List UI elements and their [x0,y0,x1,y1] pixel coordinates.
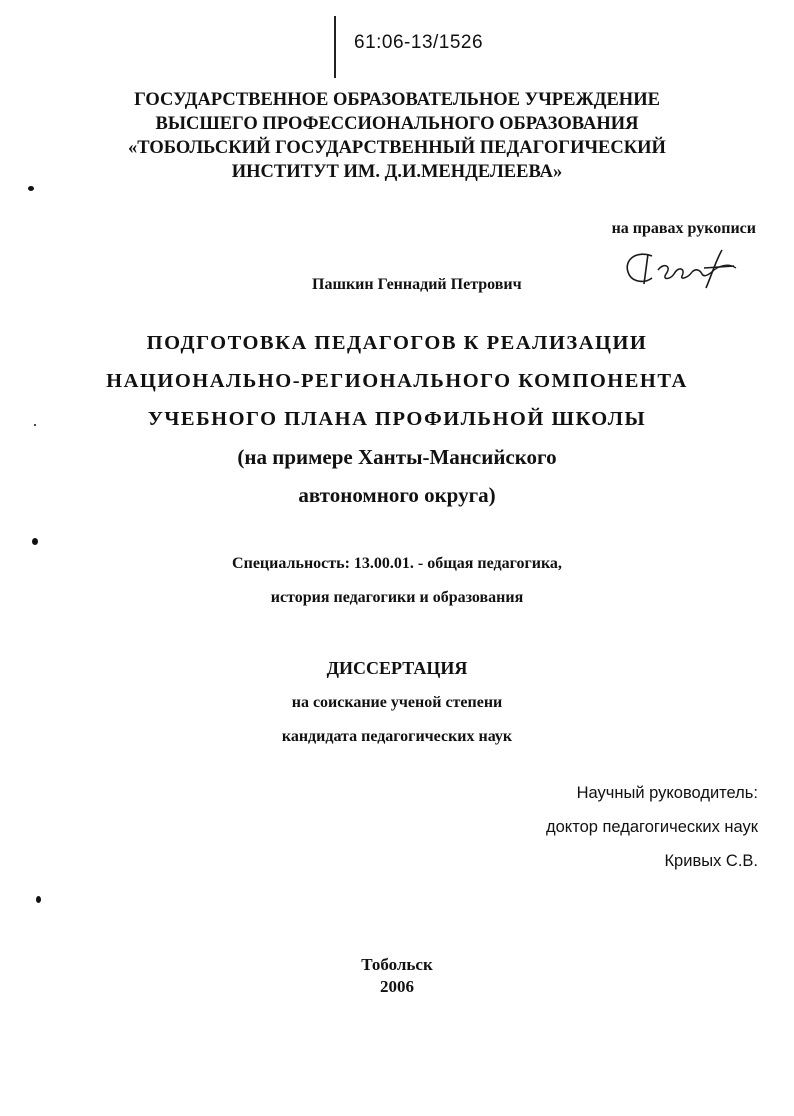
city: Тобольск [361,955,433,974]
archive-code: 61:06-13/1526 [354,32,484,53]
specialty-block [0,547,794,615]
rights-note: на правах рукописи [611,220,756,237]
institution-line: ВЫСШЕГО ПРОФЕССИОНАЛЬНОГО ОБРАЗОВАНИЯ [155,114,639,134]
title-line: УЧЕБНОГО ПЛАНА ПРОФИЛЬНОЙ ШКОЛЫ [147,408,647,430]
author-name: Пашкин Геннадий Петрович [312,276,522,293]
degree-line: на соискание ученой степени [291,694,503,711]
scan-mark [32,538,38,545]
scan-mark [28,186,34,191]
supervisor-degree: доктор педагогических наук [545,818,758,836]
title-line: (на примере Ханты-Мансийского [237,445,557,469]
institution-line: «ТОБОЛЬСКИЙ ГОСУДАРСТВЕННЫЙ ПЕДАГОГИЧЕСКИЙ [128,138,666,158]
institution-header [0,88,794,184]
supervisor-name: Кривых С.В. [664,852,758,870]
dissertation-title: ДИССЕРТАЦИЯ [326,658,468,678]
signature-icon [618,244,748,296]
specialty-line: Специальность: 13.00.01. - общая педагогика, [232,555,562,572]
specialty-line: история педагогики и образования [270,589,524,606]
dissertation-degree [0,686,794,754]
supervisor-label: Научный руководитель: [576,784,758,802]
city-year [0,954,794,998]
scan-mark [36,896,41,903]
stamp-bar [334,16,336,78]
supervisor-block [546,776,758,878]
year: 2006 [380,977,414,996]
degree-line: кандидата педагогических наук [281,728,513,745]
title-line: автономного округа) [298,483,496,507]
scan-mark [34,424,36,426]
title-line: НАЦИОНАЛЬНО-РЕГИОНАЛЬНОГО КОМПОНЕНТА [106,370,688,392]
thesis-title [0,324,794,514]
institution-line: ИНСТИТУТ ИМ. Д.И.МЕНДЕЛЕЕВА» [231,162,563,182]
title-line: ПОДГОТОВКА ПЕДАГОГОВ К РЕАЛИЗАЦИИ [146,332,648,354]
institution-line: ГОСУДАРСТВЕННОЕ ОБРАЗОВАТЕЛЬНОЕ УЧРЕЖДЕНИЕ [134,90,660,110]
